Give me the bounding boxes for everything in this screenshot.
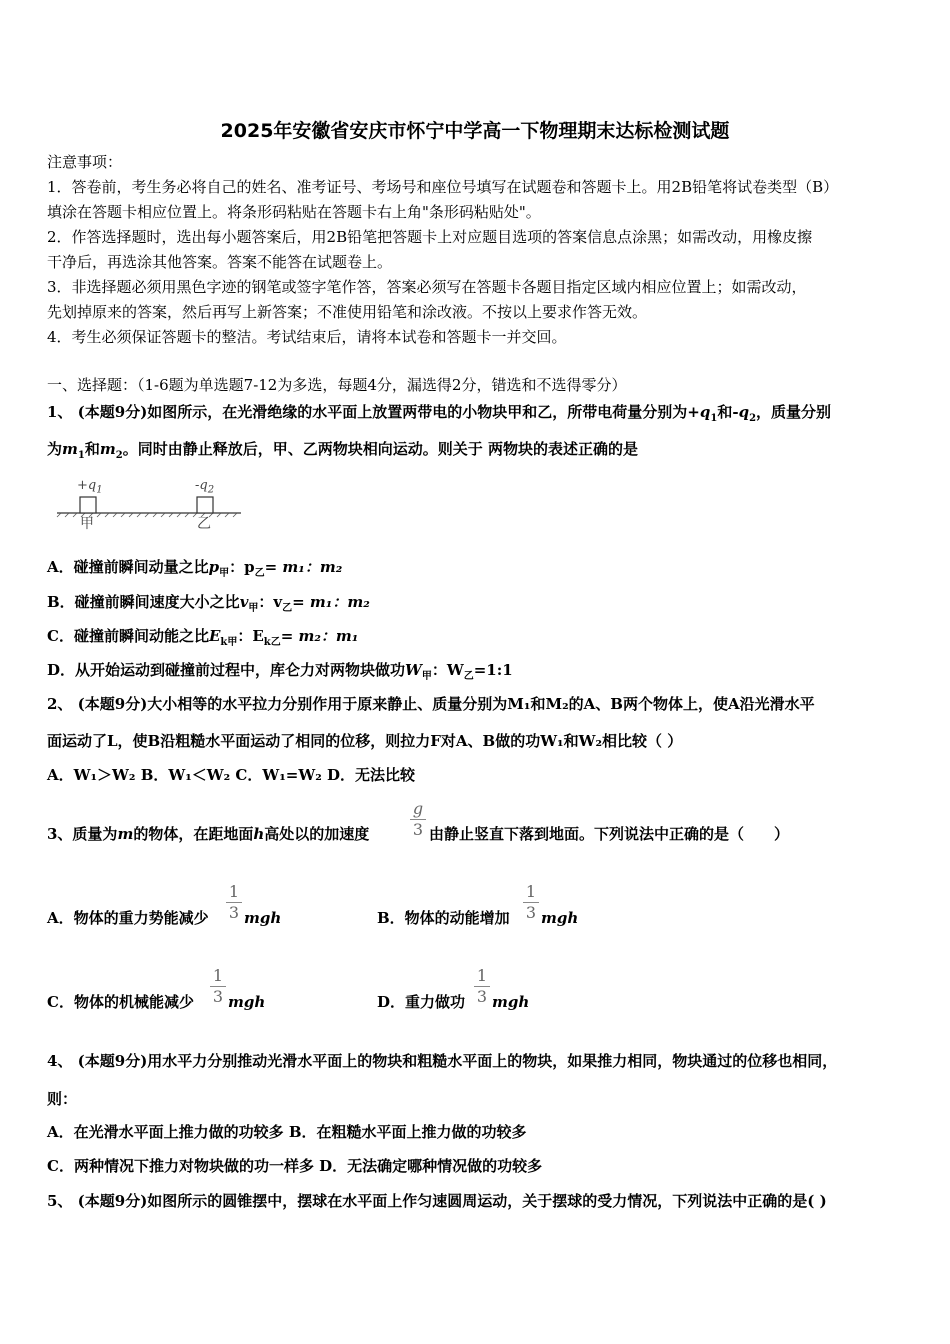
fraction-g-over-3: g 3 xyxy=(410,800,426,839)
mgh-term: mgh xyxy=(244,909,282,927)
q2-options: A．W₁＞W₂ B．W₁＜W₂ C．W₁=W₂ D．无法比较 xyxy=(47,766,415,784)
mgh-term: mgh xyxy=(492,993,530,1011)
fraction-1-over-3: 1 3 xyxy=(474,967,490,1006)
q3-option-d: D．重力做功 xyxy=(377,993,466,1011)
q3-option-b: B．物体的动能增加 xyxy=(377,909,510,927)
notice-line: 干净后，再选涂其他答案。答案不能答在试题卷上。 xyxy=(47,253,393,271)
notice-heading: 注意事项： xyxy=(47,153,123,171)
section-heading: 一、选择题：（1-6题为单选题7-12为多选，每题4分，漏选得2分，错选和不选得零分） xyxy=(47,376,627,394)
q2-stem-cont: 面运动了L，使B沿粗糙水平面运动了相同的位移，则拉力F对A、B做的功W₁和W₂相比较（ ） xyxy=(47,732,683,750)
notice-line: 2．作答选择题时，选出每小题答案后，用2B铅笔把答题卡上对应题目选项的答案信息点涂黑；如需改动，用橡皮擦 xyxy=(47,228,813,246)
q4-stem-cont: 则： xyxy=(47,1090,78,1108)
q1-stem: 1、 (本题9分)如图所示，在光滑绝缘的水平面上放置两带电的小物块甲和乙，所带电荷量分别为$+q_1$和$-q_2$，质量分别 xyxy=(47,403,832,424)
charge-label-2: $-q_2$ xyxy=(195,478,215,496)
fraction-1-over-3: 1 3 xyxy=(523,883,539,922)
notice-line: 先划掉原来的答案，然后再写上新答案；不准使用铅笔和涂改液。不按以上要求作答无效。 xyxy=(47,303,648,321)
block-label-jia: 甲 xyxy=(80,516,94,532)
charge-label-1: $+q_1$ xyxy=(77,478,103,496)
mgh-term: mgh xyxy=(541,909,579,927)
q5-stem: 5、 (本题9分)如图所示的圆锥摆中，摆球在水平面上作匀速圆周运动，关于摆球的受力情况，下列说法中正确的是( ) xyxy=(47,1192,827,1210)
q3-stem-end: 由静止竖直下落到地面。下列说法中正确的是（ ） xyxy=(429,825,790,843)
page-title: 2025年安徽省安庆市怀宁中学高一下物理期末达标检测试题 xyxy=(220,120,730,142)
q3-stem: 3、质量为m的物体，在距地面h高处以的加速度 xyxy=(47,825,370,843)
notice-line: 填涂在答题卡相应位置上。将条形码粘贴在答题卡右上角"条形码粘贴处"。 xyxy=(47,203,541,221)
notice-line: 4．考生必须保证答题卡的整洁。考试结束后，请将本试卷和答题卡一并交回。 xyxy=(47,328,567,346)
notice-line: 1．答卷前，考生务必将自己的姓名、准考证号、考场号和座位号填写在试题卷和答题卡上。用2B铅笔将试卷类型（B） xyxy=(47,178,839,196)
notice-line: 3．非选择题必须用黑色字迹的钢笔或签字笔作答，答案必须写在答题卡各题目指定区域内相应位置上；如需改动， xyxy=(47,278,807,296)
q1-option-a: A．碰撞前瞬间动量之比$p_甲$：$p_乙= m_1$：m₂ xyxy=(47,558,343,579)
mgh-term: mgh xyxy=(228,993,266,1011)
q1-figure xyxy=(55,475,245,535)
q4-options-cd: C．两种情况下推力对物块做的功一样多 D．无法确定哪种情况做的功较多 xyxy=(47,1157,543,1175)
q1-option-b: B．碰撞前瞬间速度大小之比$v_甲$：$v_乙= m_1$：m₂ xyxy=(47,593,370,614)
q3-option-c: C．物体的机械能减少 xyxy=(47,993,194,1011)
q3-option-a: A．物体的重力势能减少 xyxy=(47,909,209,927)
q4-options-ab: A．在光滑水平面上推力做的功较多 B．在粗糙水平面上推力做的功较多 xyxy=(47,1123,527,1141)
fraction-1-over-3: 1 3 xyxy=(210,967,226,1006)
q2-stem: 2、 (本题9分)大小相等的水平拉力分别作用于原来静止、质量分别为M₁和M₂的A、B两个物体上，使A沿光滑水平 xyxy=(47,695,815,713)
q1-option-c: C．碰撞前瞬间动能之比$E_{k甲}$：$E_{k乙}= m_2$：m₁ xyxy=(47,627,359,648)
block-yi xyxy=(197,497,213,513)
block-jia xyxy=(80,497,96,513)
block-label-yi: 乙 xyxy=(197,516,211,532)
q4-stem: 4、 (本题9分)用水平力分别推动光滑水平面上的物块和粗糙水平面上的物块，如果推力相同，物块通过的位移也相同， xyxy=(47,1052,838,1070)
fraction-1-over-3: 1 3 xyxy=(226,883,242,922)
q1-stem-cont: 为$m_1$和$m_2$。同时由静止释放后，甲、乙两物块相向运动。则关于 两物块的表述正确的是 xyxy=(47,440,638,461)
q1-option-d: D．从开始运动到碰撞前过程中，库仑力对两物块做功$W_甲$：$W_乙=1:1$ xyxy=(47,661,513,682)
